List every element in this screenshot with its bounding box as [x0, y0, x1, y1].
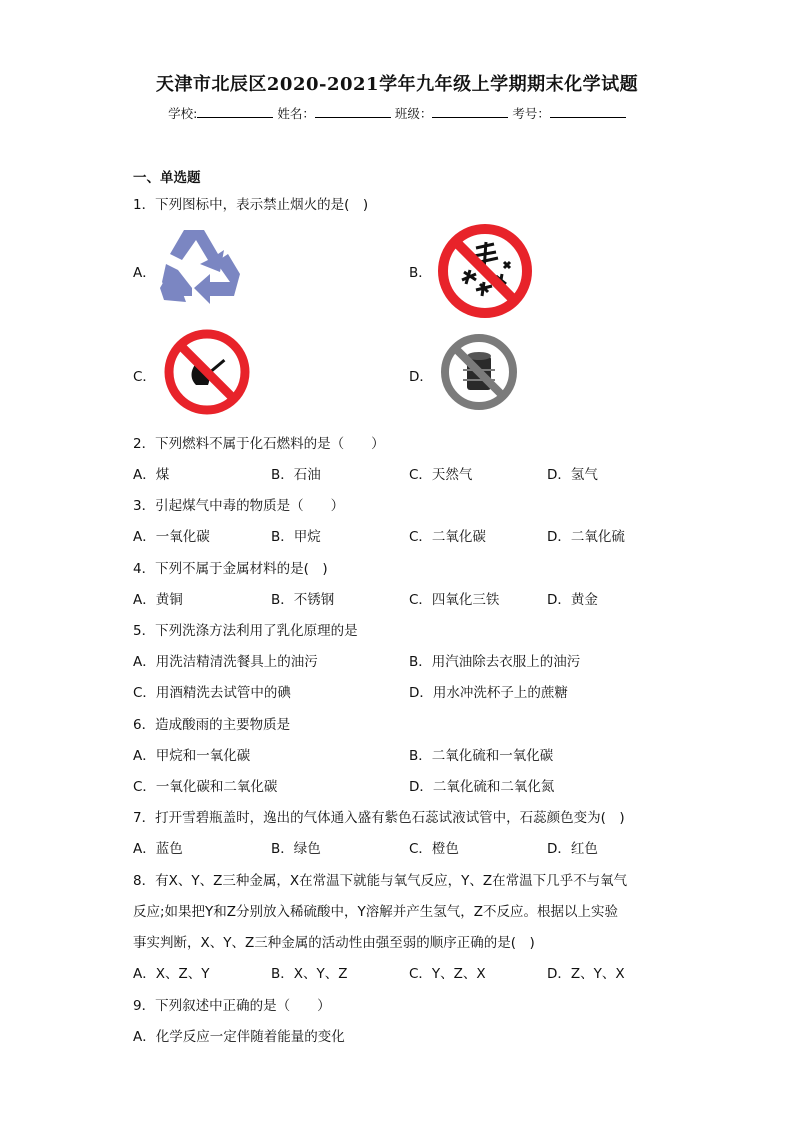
- q7-option-a: A．蓝色: [133, 841, 183, 857]
- no-oil-drum-icon: [439, 332, 519, 416]
- q5-option-c: C．用酒精洗去试管中的碘: [133, 685, 291, 701]
- student-info-line: [0, 104, 794, 122]
- q5-option-a: A．用洗洁精清洗餐具上的油污: [133, 654, 318, 670]
- class-blank[interactable]: [432, 105, 508, 118]
- section-heading: 一、单选题: [133, 170, 201, 186]
- no-fire-icon: [162, 327, 252, 421]
- q4-option-a: A．黄铜: [133, 592, 183, 608]
- question-9-stem: 9．下列叙述中正确的是（ ）: [133, 998, 331, 1014]
- question-2-stem: 2．下列燃料不属于化石燃料的是（ ）: [133, 436, 385, 452]
- q1-option-b-label: B．: [409, 265, 432, 281]
- q6-option-b: B．二氧化硫和一氧化碳: [409, 748, 554, 764]
- q6-option-d: D．二氧化硫和二氧化氮: [409, 779, 555, 795]
- school-blank[interactable]: [197, 105, 273, 118]
- name-label: 姓名：: [277, 106, 315, 121]
- question-4-stem: 4．下列不属于金属材料的是( ): [133, 561, 328, 577]
- q8-option-b: B．X、Y、Z: [271, 966, 348, 982]
- q3-option-b: B．甲烷: [271, 529, 321, 545]
- q4-option-c: C．四氧化三铁: [409, 592, 500, 608]
- question-6-stem: 6．造成酸雨的主要物质是: [133, 717, 291, 733]
- q5-option-d: D．用水冲洗杯子上的蔗糖: [409, 685, 568, 701]
- q1-option-c-label: C．: [133, 369, 156, 385]
- number-label: 考号：: [512, 106, 550, 121]
- q2-option-c: C．天然气: [409, 467, 473, 483]
- q7-option-c: C．橙色: [409, 841, 459, 857]
- q9-option-a: A．化学反应一定伴随着能量的变化: [133, 1029, 345, 1045]
- q1-option-d-label: D．: [409, 369, 433, 385]
- q2-option-d: D．氢气: [547, 467, 598, 483]
- number-blank[interactable]: [550, 105, 626, 118]
- page-title: 天津市北辰区2020-2021学年九年级上学期期末化学试题: [155, 74, 639, 95]
- q8-option-d: D．Z、Y、X: [547, 966, 625, 982]
- q3-option-a: A．一氧化碳: [133, 529, 210, 545]
- q3-option-d: D．二氧化硫: [547, 529, 625, 545]
- q7-option-d: D．红色: [547, 841, 598, 857]
- question-5-stem: 5．下列洗涤方法利用了乳化原理的是: [133, 623, 358, 639]
- q6-option-a: A．甲烷和一氧化碳: [133, 748, 251, 764]
- class-label: 班级：: [394, 106, 433, 121]
- recycle-icon: [160, 224, 254, 316]
- q6-option-c: C．一氧化碳和二氧化碳: [133, 779, 278, 795]
- name-blank[interactable]: [315, 105, 391, 118]
- q1-option-a-label: A．: [133, 265, 156, 281]
- school-label: 学校:: [168, 106, 198, 121]
- q8-option-c: C．Y、Z、X: [409, 966, 486, 982]
- q4-option-d: D．黄金: [547, 592, 598, 608]
- q5-option-b: B．用汽油除去衣服上的油污: [409, 654, 581, 670]
- question-7-stem: 7．打开雪碧瓶盖时，逸出的气体通入盛有紫色石蕊试液试管中，石蕊颜色变为( ): [133, 810, 625, 826]
- q2-option-b: B．石油: [271, 467, 321, 483]
- question-1-stem: 1．下列图标中，表示禁止烟火的是( ): [133, 197, 369, 213]
- question-8-line-1: 8．有X、Y、Z三种金属，X在常温下就能与氧气反应，Y、Z在常温下几乎不与氧气: [133, 873, 628, 889]
- q2-option-a: A．煤: [133, 467, 170, 483]
- question-8-line-3: 事实判断，X、Y、Z三种金属的活动性由强至弱的顺序正确的是( ): [133, 935, 535, 951]
- q7-option-b: B．绿色: [271, 841, 321, 857]
- q4-option-b: B．不锈钢: [271, 592, 335, 608]
- question-3-stem: 3．引起煤气中毒的物质是（ ）: [133, 498, 345, 514]
- no-fireworks-icon: [436, 222, 534, 324]
- q3-option-c: C．二氧化碳: [409, 529, 486, 545]
- question-8-line-2: 反应;如果把Y和Z分别放入稀硫酸中，Y溶解并产生氢气，Z不反应。根据以上实验: [133, 904, 619, 920]
- q8-option-a: A．X、Z、Y: [133, 966, 210, 982]
